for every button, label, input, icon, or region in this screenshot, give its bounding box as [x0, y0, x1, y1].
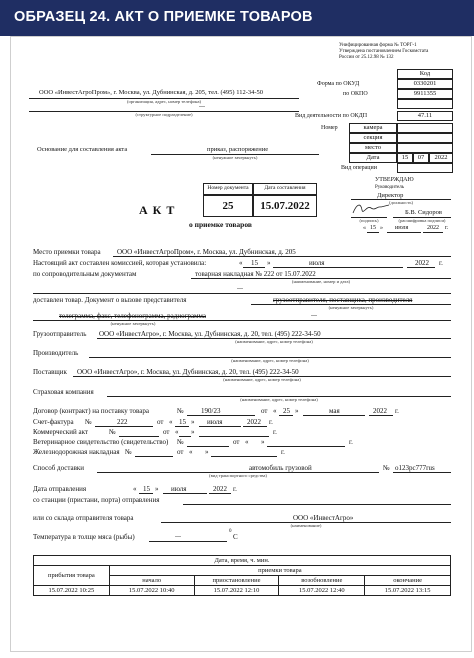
- meat-temp-value: ---: [175, 534, 181, 540]
- codes-header: Код: [397, 69, 453, 79]
- vet-q2: »: [261, 438, 265, 446]
- doc-number: 25: [203, 195, 253, 217]
- insurer-caption: (наименование, адрес, номер телефона): [240, 397, 318, 402]
- degree-mark: 0: [229, 529, 232, 534]
- meat-temp-line: [149, 541, 227, 542]
- okpo-label: по ОКПО: [343, 91, 368, 97]
- invoice-label: Счет-фактура: [33, 418, 74, 426]
- ship-month-line: [163, 493, 207, 494]
- mesto-value: [397, 143, 453, 153]
- okdp-label: Вид деятельности по ОКДП: [295, 113, 368, 119]
- recipients-1: грузоотправителя, поставщика, производителя: [273, 296, 413, 304]
- commercial-q1: «: [175, 428, 179, 436]
- invoice-day-line: [175, 426, 189, 427]
- invoice-no-line: [95, 426, 153, 427]
- approve-date-close: »: [380, 225, 383, 231]
- delivery-caption: (вид транспортного средства): [209, 473, 267, 478]
- data-label: Дата: [349, 153, 397, 163]
- recipients-2-dash: ---: [311, 313, 317, 319]
- invoice-day: 15: [179, 418, 186, 426]
- contract-q2: »: [295, 407, 299, 415]
- approve-position: Директор: [377, 192, 404, 199]
- okdp-value: 47.11: [397, 111, 453, 121]
- commercial-no-sign: №: [109, 428, 116, 436]
- basis-value: приказ, распоряжение: [207, 146, 269, 153]
- division-value: ---: [199, 104, 205, 110]
- approve-month: июля: [395, 225, 409, 231]
- delivered-label: доставлен товар. Документ о вызове представителя: [33, 296, 187, 304]
- accomp-caption: (наименование, номер и дата): [291, 279, 351, 284]
- commission-label: Настоящий акт составлен комиссией, которая установила:: [33, 259, 207, 267]
- ship-year-line: [209, 493, 231, 494]
- commercial-ot: от: [163, 428, 170, 436]
- approve-month-line: [387, 232, 421, 233]
- accomp-dash: ---: [237, 286, 243, 292]
- ship-date-label: Дата отправления: [33, 485, 87, 493]
- approve-year-line: [423, 232, 443, 233]
- okud-value: 0330201: [397, 79, 453, 89]
- contract-label: Договор (контракт) на поставку товара: [33, 407, 149, 415]
- arrival-time: 15.07.2022 10:25: [34, 586, 110, 596]
- contract-day: 25: [283, 407, 290, 415]
- commercial-day-line: [179, 436, 191, 437]
- organization-caption: (организация, адрес, номер телефона): [126, 99, 202, 104]
- vet-label: Ветеринарное свидетельство (свидетельство): [33, 438, 169, 446]
- approve-position-caption: (должность): [388, 200, 414, 205]
- approve-year: 2022: [427, 225, 439, 231]
- doc-title: А К Т: [139, 203, 176, 217]
- railway-q1: «: [189, 448, 193, 456]
- commission-q1: «: [239, 259, 243, 267]
- contract-ot: от: [261, 407, 268, 415]
- vet-no-line: [187, 446, 229, 447]
- sender-label: Грузоотправитель: [33, 330, 87, 338]
- vehicle-number: о123рс777rus: [395, 464, 435, 472]
- end-time: 15.07.2022 13:15: [365, 586, 451, 596]
- act-form-page: [10, 36, 472, 652]
- end-header: окончание: [365, 576, 451, 586]
- approve-day-line: [367, 232, 379, 233]
- commission-q2: »: [267, 259, 271, 267]
- supplier-caption: (наименование, адрес, номер телефона): [223, 377, 301, 382]
- ship-year: 2022: [213, 485, 227, 493]
- vid-operacii-label: Вид операции: [341, 165, 377, 171]
- sekciya-label: секция: [349, 133, 397, 143]
- sender-value: ООО «ИнвестАгро», г. Москва, ул. Дубнинская, д. 20, тел. (495) 222-34-50: [99, 330, 321, 338]
- date-month: 07: [413, 153, 429, 163]
- commission-day: 15: [251, 259, 258, 267]
- invoice-month-line: [199, 426, 241, 427]
- sekciya-value: [397, 133, 453, 143]
- mesto-label: место: [349, 143, 397, 153]
- basis-label-text: Основание для составления акта: [37, 146, 128, 153]
- form-header-line1: Унифицированная форма № ТОРГ-1: [339, 43, 417, 48]
- vehicle-line: [393, 472, 451, 473]
- railway-q2: »: [205, 448, 209, 456]
- warehouse-value: ООО «ИнвестАгро»: [293, 514, 354, 522]
- commission-month: июля: [309, 259, 325, 267]
- contract-month: мая: [329, 407, 340, 415]
- ship-g: г.: [233, 485, 237, 493]
- approve-name-caption: (расшифровка подписи): [398, 218, 446, 223]
- contract-q1: «: [273, 407, 277, 415]
- commercial-q2: »: [191, 428, 195, 436]
- vet-g: г.: [349, 438, 353, 446]
- invoice-q2: »: [191, 418, 195, 426]
- contract-no-sign: №: [177, 407, 184, 415]
- invoice-no-sign: №: [85, 418, 92, 426]
- railway-no-sign: №: [125, 448, 132, 456]
- start-time: 15.07.2022 10:40: [109, 586, 194, 596]
- approve-date-open: «: [363, 225, 366, 231]
- start-header: начало: [109, 576, 194, 586]
- commission-day-line: [243, 267, 265, 268]
- invoice-month: июля: [207, 418, 223, 426]
- invoice-year-line: [243, 426, 267, 427]
- vid-operacii-value: [397, 163, 453, 173]
- commercial-date-line: [199, 436, 269, 437]
- approve-role: Руководитель: [375, 185, 405, 190]
- station-label: со станции (пристани, порта) отправления: [33, 496, 160, 504]
- recipients-1-caption: (ненужное зачеркнуть): [328, 305, 374, 310]
- vehicle-no-sign: №: [383, 464, 390, 472]
- supplier-value: ООО «ИнвестАгро», г. Москва, ул. Дубнинская, д. 20, тел. (495) 222-34-50: [77, 368, 299, 376]
- acceptance-time-table: [33, 555, 451, 596]
- invoice-q1: «: [169, 418, 173, 426]
- banner-title: ОБРАЗЕЦ 24. АКТ О ПРИЕМКЕ ТОВАРОВ: [14, 9, 313, 25]
- approve-g: г.: [445, 225, 449, 231]
- ship-day: 15: [143, 485, 150, 493]
- suspend-time: 15.07.2022 12:10: [194, 586, 279, 596]
- resume-header: возобновление: [279, 576, 365, 586]
- okud-label: Форма по ОКУД: [317, 81, 360, 87]
- commercial-label: Коммерческий акт: [33, 428, 89, 436]
- date-day: 15: [397, 153, 413, 163]
- place-line: [113, 256, 451, 257]
- vet-no-sign: №: [177, 438, 184, 446]
- form-header-line2: Утверждена постановлением Госкомстата: [339, 49, 429, 54]
- kamera-label: камера: [349, 123, 397, 133]
- approve-day: 15: [370, 225, 376, 231]
- invoice-year: 2022: [247, 418, 261, 426]
- contract-no-line: [187, 415, 255, 416]
- accomp-line2: [33, 293, 451, 294]
- form-header: [339, 43, 428, 61]
- warehouse-caption: (наименование): [290, 523, 322, 528]
- ship-month: июля: [171, 485, 187, 493]
- vet-q1: «: [245, 438, 249, 446]
- commission-year: 2022: [415, 259, 429, 267]
- delivery-value: автомобиль грузовой: [249, 464, 312, 472]
- division-caption: (структурное подразделение): [135, 112, 193, 117]
- commission-year-line: [407, 267, 435, 268]
- resume-time: 15.07.2022 12:40: [279, 586, 365, 596]
- invoice-ot: от: [157, 418, 164, 426]
- approve-signature: [351, 201, 391, 217]
- place-value: ООО «ИнвестАгроПром», г. Москва, ул. Дубнинская, д. 205: [117, 248, 296, 256]
- contract-year: 2022: [373, 407, 387, 415]
- organization-value: ООО «ИнвестАгроПром», г. Москва, ул. Дубнинская, д. 205, тел. (495) 112-34-50: [39, 89, 264, 96]
- doc-subtitle: о приемке товаров: [189, 220, 252, 229]
- approve-sign-caption: (подпись): [359, 218, 379, 223]
- contract-g: г.: [395, 407, 399, 415]
- railway-no-line: [135, 456, 173, 457]
- ship-q1: «: [133, 485, 137, 493]
- ship-day-line: [139, 493, 153, 494]
- doc-date-header: Дата составления: [253, 183, 317, 195]
- producer-label: Производитель: [33, 349, 79, 357]
- producer-caption: (наименование, адрес, номер телефона): [231, 358, 309, 363]
- nomer-label: Номер: [321, 125, 338, 131]
- sender-caption: (наименование, адрес, номер телефона): [235, 339, 313, 344]
- contract-month-line: [303, 415, 365, 416]
- degree-c: С: [233, 533, 238, 541]
- approve-title: УТВЕРЖДАЮ: [375, 177, 414, 183]
- delivery-label: Способ доставки: [33, 464, 85, 472]
- commission-month-line: [273, 267, 403, 268]
- form-header-line3: России от 25.12.98 № 132: [339, 55, 394, 60]
- insurer-label: Страховая компания: [33, 388, 94, 396]
- doc-date: 15.07.2022: [253, 195, 317, 217]
- doc-number-header: Номер документа: [203, 183, 253, 195]
- invoice-number: 222: [117, 418, 128, 426]
- recipients-2-caption: (ненужное зачеркнуть): [110, 321, 156, 326]
- date-year: 2022: [429, 153, 453, 163]
- ship-q2: »: [155, 485, 159, 493]
- railway-label: Железнодорожная накладная: [33, 448, 120, 456]
- okpo-blank: [397, 99, 453, 109]
- commercial-no-line: [119, 436, 159, 437]
- contract-number: 190/23: [201, 407, 221, 415]
- warehouse-label: или со склада отправителя товара: [33, 514, 134, 522]
- vet-date-line: [267, 446, 345, 447]
- contract-year-line: [369, 415, 393, 416]
- railway-ot: от: [177, 448, 184, 456]
- place-label: Место приемки товара: [33, 248, 101, 256]
- meat-temp-label: Температура в толще мяса (рыбы): [33, 533, 135, 541]
- vet-ot: от: [233, 438, 240, 446]
- railway-date-line: [211, 456, 277, 457]
- commercial-g: г.: [273, 428, 277, 436]
- okpo-value: 9911355: [397, 89, 453, 99]
- railway-g: г.: [281, 448, 285, 456]
- suspend-header: приостановление: [194, 576, 279, 586]
- supplier-label: Поставщик: [33, 368, 67, 376]
- invoice-g: г.: [269, 418, 273, 426]
- basis-caption: (ненужное зачеркнуть): [212, 155, 258, 160]
- contract-day-line: [279, 415, 293, 416]
- approve-name: Б.В. Сидоров: [405, 209, 442, 216]
- kamera-value: [397, 123, 453, 133]
- recipients-2: телеграмма, факс, телефонограмма, радиограмма: [59, 312, 206, 320]
- station-line: [183, 504, 451, 505]
- arrival-header: прибытия товара: [34, 566, 110, 586]
- time-table-header: Дата, время, ч. мин.: [34, 556, 451, 566]
- header-banner: [0, 0, 474, 36]
- accomp-label: по сопроводительным документам: [33, 270, 137, 278]
- acceptance-header: приемки товара: [109, 566, 450, 576]
- commission-g: г.: [439, 259, 443, 267]
- time-table-row: [34, 586, 451, 596]
- accomp-value: товарная накладная № 222 от 15.07.2022: [195, 270, 316, 278]
